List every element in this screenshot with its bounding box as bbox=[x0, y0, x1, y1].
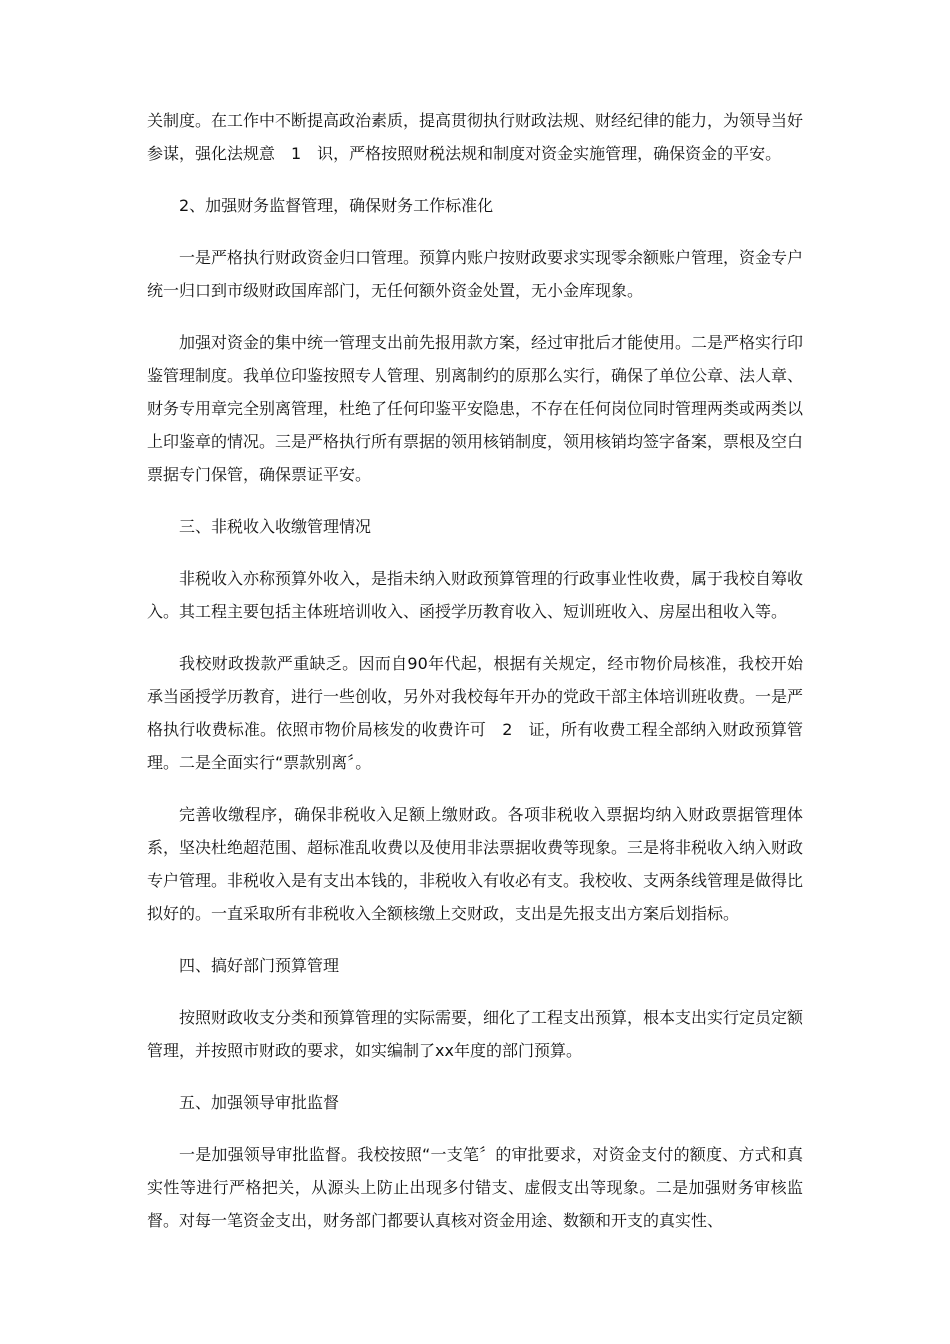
paragraph-approval-details: 一是加强领导审批监督。我校按照“一支笔〞的审批要求，对资金支付的额度、方式和真实性等进行严格把关，从源头上防止出现多付错支、虚假支出等现象。二是加强财务审核监督。对每一笔资金支出，财务部门都要认真核对资金用途、数额和开支的真实性、 bbox=[147, 1145, 803, 1230]
paragraph-fee-standards: 我校财政拨款严重缺乏。因而自90年代起，根据有关规定，经市物价局核准，我校开始承当函授学历教育，进行一些创收，另外对我校每年开办的党政干部主体培训班收费。一是严格执行收费标准。依照市物价局核发的收费许可 2 证，所有收费工程全部纳入财政预算管理。二是全面实行“票款别离〞。 bbox=[147, 654, 804, 772]
paragraph-continuation: 关制度。在工作中不断提高政治素质，提高贯彻执行财政法规、财经纪律的能力，为领导当好参谋，强化法规意 1 识，严格按照财税法规和制度对资金实施管理，确保资金的平安。 bbox=[147, 111, 804, 163]
section-heading-financial-supervision: 2、加强财务监督管理，确保财务工作标准化 bbox=[179, 196, 494, 215]
section-heading-non-tax-revenue: 三、非税收入收缴管理情况 bbox=[179, 517, 372, 536]
paragraph-budget-details: 按照财政收支分类和预算管理的实际需要，细化了工程支出预算，根本支出实行定员定额管理，并按照市财政的要求，如实编制了xx年度的部门预算。 bbox=[147, 1008, 804, 1060]
paragraph-non-tax-definition: 非税收入亦称预算外收入，是指未纳入财政预算管理的行政事业性收费，属于我校自筹收入。其工程主要包括主体班培训收入、函授学历教育收入、短训班收入、房屋出租收入等。 bbox=[147, 569, 804, 621]
section-heading-budget-management: 四、搞好部门预算管理 bbox=[179, 956, 340, 975]
document-body bbox=[147, 104, 803, 1256]
paragraph-seal-management: 加强对资金的集中统一管理支出前先报用款方案，经过审批后才能使用。二是严格实行印鉴管理制度。我单位印鉴按照专人管理、别离制约的原那么实行，确保了单位公章、法人章、财务专用章完全别离管理，杜绝了任何印鉴平安隐患，不存在任何岗位同时管理两类或两类以上印鉴章的情况。三是严格执行所有票据的领用核销制度，领用核销均签字备案，票根及空白票据专门保管，确保票证平安。 bbox=[147, 333, 804, 484]
section-heading-approval-supervision: 五、加强领导审批监督 bbox=[179, 1093, 340, 1112]
paragraph-collection-procedure: 完善收缴程序，确保非税收入足额上缴财政。各项非税收入票据均纳入财政票据管理体系，坚决杜绝超范围、超标准乱收费以及使用非法票据收费等现象。三是将非税收入纳入财政专户管理。非税收入是有支出本钱的，非税收入有收必有支。我校收、支两条线管理是做得比拟好的。一直采取所有非税收入全额核缴上交财政，支出是先报支出方案后划指标。 bbox=[147, 805, 804, 923]
paragraph-fund-centralization: 一是严格执行财政资金归口管理。预算内账户按财政要求实现零余额账户管理，资金专户统一归口到市级财政国库部门，无任何额外资金处置，无小金库现象。 bbox=[147, 248, 804, 300]
